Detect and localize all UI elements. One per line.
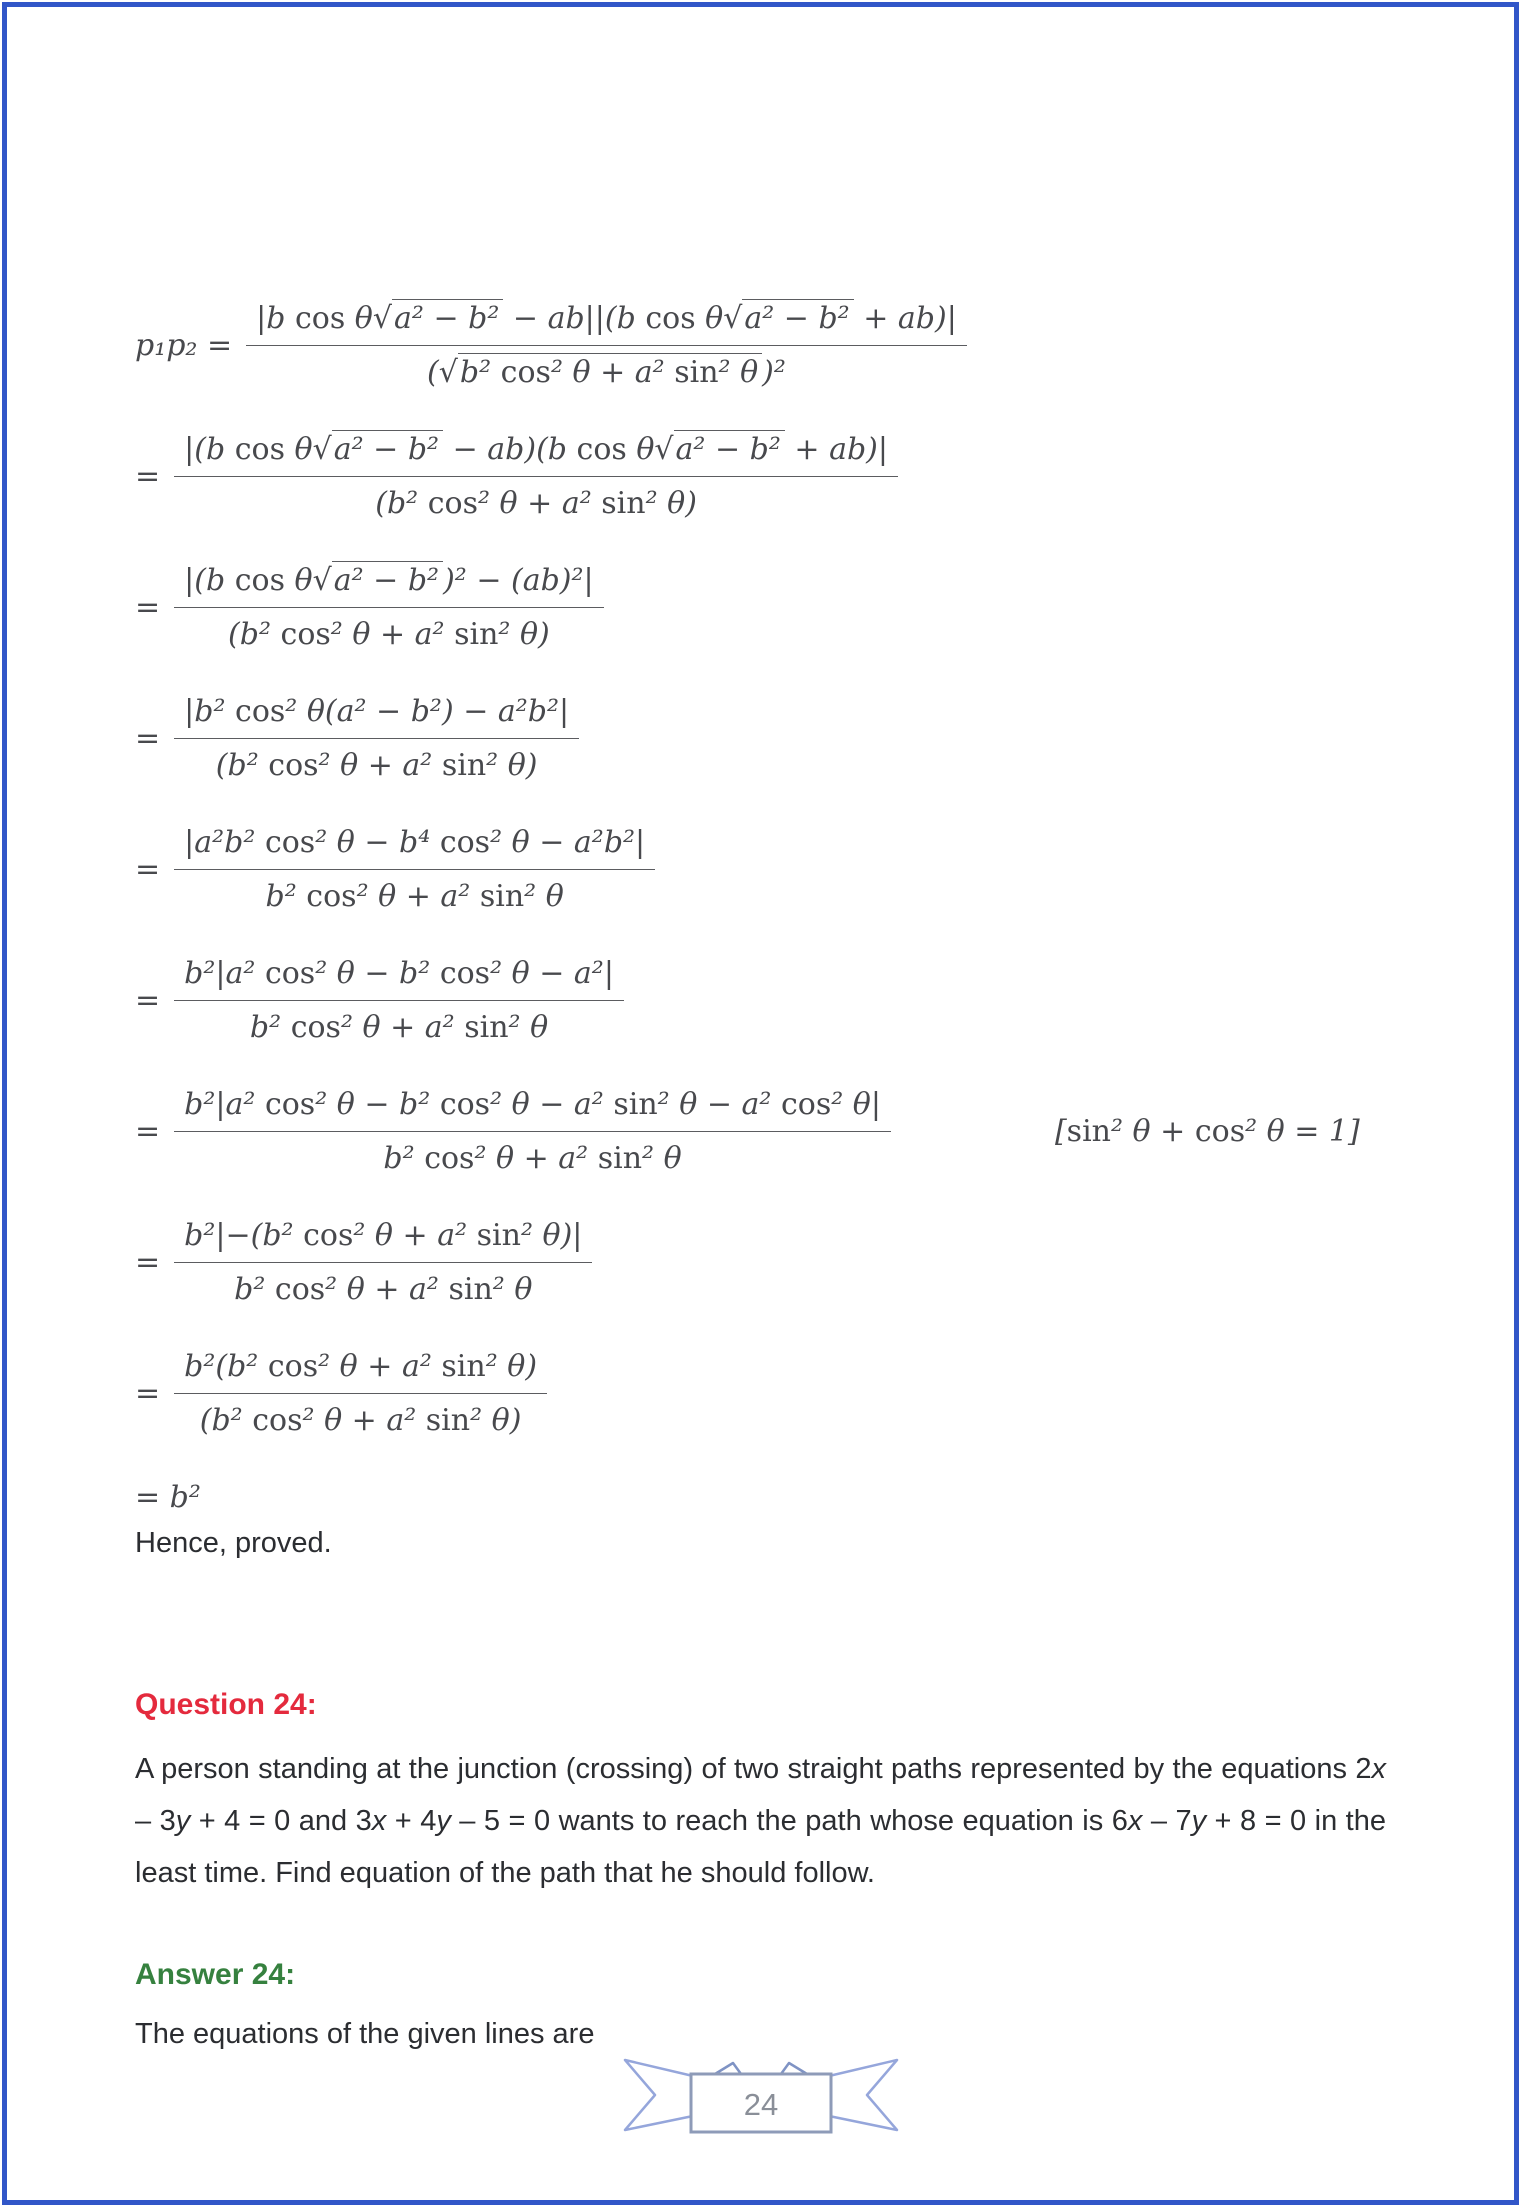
answer-body: The equations of the given lines are [135, 2017, 595, 2050]
fraction [174, 430, 898, 523]
document-page [2, 2, 1519, 2205]
fraction-denominator: (b² cos² θ + a² sin² θ) [375, 486, 697, 521]
ribbon-left-wing [625, 2060, 693, 2130]
fraction-numerator: b²|−(b² cos² θ + a² sin² θ)| [174, 1216, 592, 1263]
equation-lhs: p₁p₂ = [135, 328, 233, 363]
page-number-ribbon [615, 2054, 907, 2144]
equation-lhs: = [135, 983, 161, 1018]
fraction-denominator: (b² cos² θ + a² sin² θ) [228, 617, 550, 652]
page-number: 24 [743, 2087, 778, 2122]
equation-row [135, 823, 1386, 916]
identity-note: [sin² θ + cos² θ = 1] [1054, 1114, 1360, 1149]
equation-lhs: = [135, 852, 161, 887]
answer-heading: Answer 24: [135, 1957, 296, 1991]
equation-lhs: = [135, 1114, 161, 1149]
fraction [174, 823, 655, 916]
fraction-denominator: b² cos² θ + a² sin² θ [249, 1010, 549, 1045]
equation-row [135, 430, 1386, 523]
fraction-denominator: b² cos² θ + a² sin² θ [265, 879, 564, 914]
equation-list [135, 299, 1386, 1517]
equation-lhs: = [135, 721, 161, 756]
fraction [174, 692, 579, 785]
equation-row [135, 1085, 1386, 1178]
equation-lhs: = [135, 590, 161, 625]
fraction-numerator: |b cos θ √ a² − b² − ab||(b cos θ √ a² − b² + ab)| [246, 299, 967, 346]
fraction-numerator: b²|a² cos² θ − b² cos² θ − a² sin² θ − a² cos² θ| [174, 1085, 891, 1132]
fraction-numerator: |(b cos θ √ a² − b² − ab)(b cos θ √ a² − b² + ab)| [174, 430, 898, 477]
fraction [246, 299, 967, 392]
fraction [174, 1085, 891, 1178]
equation-result: = b² [135, 1480, 201, 1515]
fraction [174, 954, 624, 1047]
fraction [174, 561, 604, 654]
ribbon-left-fold [715, 2063, 741, 2074]
fraction-denominator: ( √ b² cos² θ + a² sin² θ )² [427, 346, 786, 392]
equation-row [135, 954, 1386, 1047]
fraction-denominator: (b² cos² θ + a² sin² θ) [199, 1403, 522, 1438]
fraction-denominator: b² cos² θ + a² sin² θ [383, 1141, 682, 1176]
equation-lhs: = [135, 1376, 161, 1411]
proof-conclusion: Hence, proved. [135, 1527, 332, 1559]
question-body: A person standing at the junction (crossing) of two straight paths represented by the equations 2x – 3y + 4 = 0 and 3x + 4y – 5 = 0 wants to reach the path whose equation is 6x – 7y + 8 = 0 in the least time. Find equation of the path that he should follow. [135, 1753, 1386, 1889]
equation-lhs: = [135, 459, 161, 494]
fraction-denominator: b² cos² θ + a² sin² θ [234, 1272, 533, 1307]
fraction-numerator: |(b cos θ √ a² − b² )² − (ab)²| [174, 561, 604, 608]
question-heading: Question 24: [135, 1688, 317, 1721]
equation-row [135, 1216, 1386, 1309]
fraction-denominator: (b² cos² θ + a² sin² θ) [215, 748, 538, 783]
fraction-numerator: |b² cos² θ(a² − b²) − a²b²| [174, 692, 579, 739]
fraction-numerator: b²(b² cos² θ + a² sin² θ) [174, 1347, 547, 1394]
ribbon-right-wing [829, 2060, 897, 2130]
fraction [174, 1216, 592, 1309]
page-content [7, 7, 1514, 2200]
equation-row [135, 1347, 1386, 1440]
equation-row [135, 299, 1386, 392]
fraction-numerator: |a²b² cos² θ − b⁴ cos² θ − a²b²| [174, 823, 655, 870]
equation-row [135, 692, 1386, 785]
equation-lhs: = [135, 1245, 161, 1280]
equation-row [135, 561, 1386, 654]
equation-row [135, 1478, 1386, 1517]
ribbon-right-fold [781, 2063, 807, 2074]
fraction [174, 1347, 547, 1440]
fraction-numerator: b²|a² cos² θ − b² cos² θ − a²| [174, 954, 624, 1001]
